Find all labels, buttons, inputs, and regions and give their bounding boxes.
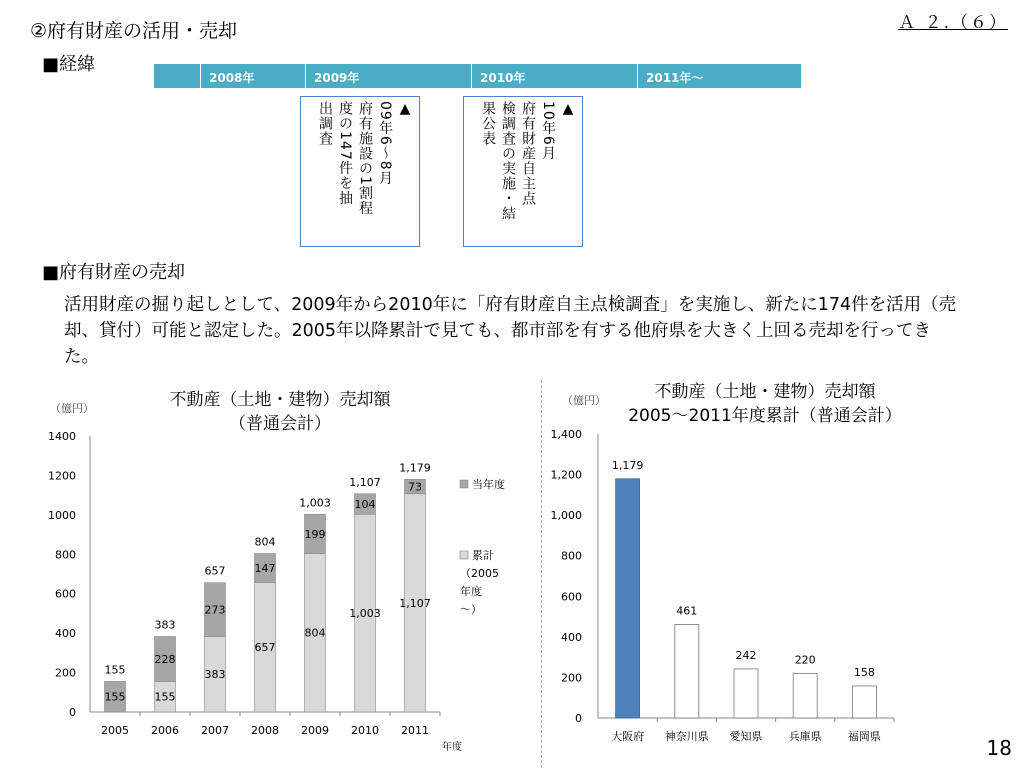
chart1-subtitle: （普通会計） [229, 414, 331, 434]
legend-cumulative-label: ～） [460, 603, 482, 616]
legend-swatch-current [460, 480, 468, 488]
bar-1 [675, 624, 699, 718]
sales-heading: ■府有財産の売却 [42, 262, 186, 283]
timeline-cell-2008: 2008年 [200, 64, 305, 88]
cumulative-value-label: 155 [154, 690, 176, 704]
x-tick-label: 大阪府 [611, 730, 645, 743]
y-tick-label: 1,000 [550, 509, 582, 523]
total-value-label: 657 [204, 564, 226, 578]
note-line: ▲ [560, 101, 576, 118]
current-value-label: 199 [304, 527, 326, 541]
value-label: 461 [676, 604, 698, 618]
current-value-label: 73 [408, 480, 422, 494]
value-label: 220 [794, 653, 816, 667]
value-label: 158 [853, 665, 875, 679]
page-number: 18 [986, 736, 1012, 760]
legend-cumulative-label: 年度 [460, 585, 482, 598]
sales-description: 活用財産の掘り起しとして、2009年から2010年に「府有財産自主点検調査」を実施し、新たに174件を活用（売却、貸付）可能と認定した。2005年以降累計で見ても、都市部を有する他府県を大きく上回る売却を行ってきた。 [64, 295, 957, 367]
y-tick-label: 0 [575, 712, 582, 725]
y-tick-label: 1,400 [550, 428, 582, 441]
bar-4 [852, 686, 876, 718]
x-tick-label: 2008 [251, 724, 279, 737]
x-tick-label: 兵庫県 [788, 730, 822, 743]
y-tick-label: 0 [69, 706, 76, 719]
bar-2 [734, 669, 758, 718]
y-tick-label: 600 [55, 587, 76, 601]
current-value-label: 273 [204, 603, 226, 617]
cumulative-value-label: 804 [304, 626, 326, 640]
total-value-label: 804 [254, 535, 276, 549]
y-tick-label: 600 [561, 590, 582, 604]
timeline-cell-2009: 2009年 [305, 64, 471, 88]
x-tick-label: 福岡県 [847, 730, 881, 743]
cumulative-value-label: 657 [254, 641, 276, 655]
note-2009 [300, 96, 420, 247]
note-line: 出調査 [317, 101, 333, 146]
timeline-bar [154, 64, 801, 88]
note-line: ▲ [397, 101, 413, 118]
total-value-label: 1,003 [299, 496, 331, 510]
timeline-cell-2011: 2011年～ [637, 64, 801, 88]
x-tick-label: 神奈川県 [664, 730, 709, 743]
note-line: 09年6～8月 [377, 101, 393, 186]
chart2-unit: （億円） [562, 394, 606, 407]
note-line: 10年6月 [540, 101, 556, 161]
legend-swatch-cumulative [460, 551, 468, 559]
comparison-bar-chart [542, 420, 942, 760]
y-tick-label: 200 [55, 666, 76, 680]
total-value-label: 155 [104, 663, 126, 677]
cumulative-value-label: 1,003 [349, 607, 381, 621]
y-tick-label: 400 [561, 630, 582, 644]
chart1-title: 不動産（土地・建物）売却額 [169, 390, 391, 410]
legend-current-label: 当年度 [472, 478, 505, 491]
legend-cumulative-label: （2005 [460, 567, 499, 580]
x-tick-label: 2007 [201, 724, 229, 737]
x-tick-label: 愛知県 [729, 730, 763, 743]
bar-0 [616, 479, 640, 718]
x-tick-label: 2005 [101, 724, 129, 737]
y-tick-label: 200 [561, 671, 582, 685]
chart2-title: 不動産（土地・建物）売却額 [654, 382, 876, 402]
x-tick-label: 2009 [301, 724, 329, 737]
stacked-bar-chart [0, 420, 540, 760]
x-tick-label: 2011 [401, 724, 429, 737]
value-label: 242 [735, 648, 757, 662]
history-heading: ■経緯 [42, 54, 96, 75]
bar-3 [793, 673, 817, 718]
cumulative-value-label: 383 [204, 668, 226, 682]
cumulative-value-label: 1,107 [399, 596, 431, 610]
current-value-label: 104 [354, 498, 376, 512]
y-tick-label: 1400 [48, 430, 76, 443]
legend-cumulative-label: 累計 [472, 549, 494, 562]
current-value-label: 155 [104, 690, 126, 704]
total-value-label: 1,179 [399, 461, 431, 475]
x-tick-label: 2010 [351, 724, 379, 737]
current-value-label: 228 [154, 652, 176, 666]
chart1-unit: （億円） [50, 402, 94, 415]
y-tick-label: 800 [561, 549, 582, 563]
section-title: ②府有財産の活用・売却 [30, 20, 238, 42]
note-line: 果公表 [480, 101, 496, 146]
y-tick-label: 1200 [48, 469, 76, 483]
total-value-label: 383 [154, 618, 176, 632]
value-label: 1,179 [611, 458, 644, 472]
x-axis-label: 年度 [442, 742, 462, 753]
note-line: 府有財産自主点 [520, 101, 536, 206]
y-tick-label: 1000 [48, 508, 76, 522]
timeline-cell-2010: 2010年 [471, 64, 637, 88]
x-tick-label: 2006 [151, 724, 179, 737]
note-2010 [463, 96, 583, 247]
note-line: 検調査の実施・結 [500, 101, 516, 221]
y-tick-label: 400 [55, 627, 76, 641]
chart2-subtitle: 2005～2011年度累計（普通会計） [628, 406, 902, 426]
total-value-label: 1,107 [349, 475, 381, 489]
slide-reference: Ａ ２.（６） [898, 13, 1008, 33]
current-value-label: 147 [254, 561, 276, 575]
y-tick-label: 1,200 [550, 468, 582, 482]
timeline-cell [154, 64, 200, 88]
y-tick-label: 800 [55, 548, 76, 562]
note-line: 度の147件を抽 [337, 101, 353, 206]
note-line: 府有施設の1割程 [357, 101, 373, 216]
